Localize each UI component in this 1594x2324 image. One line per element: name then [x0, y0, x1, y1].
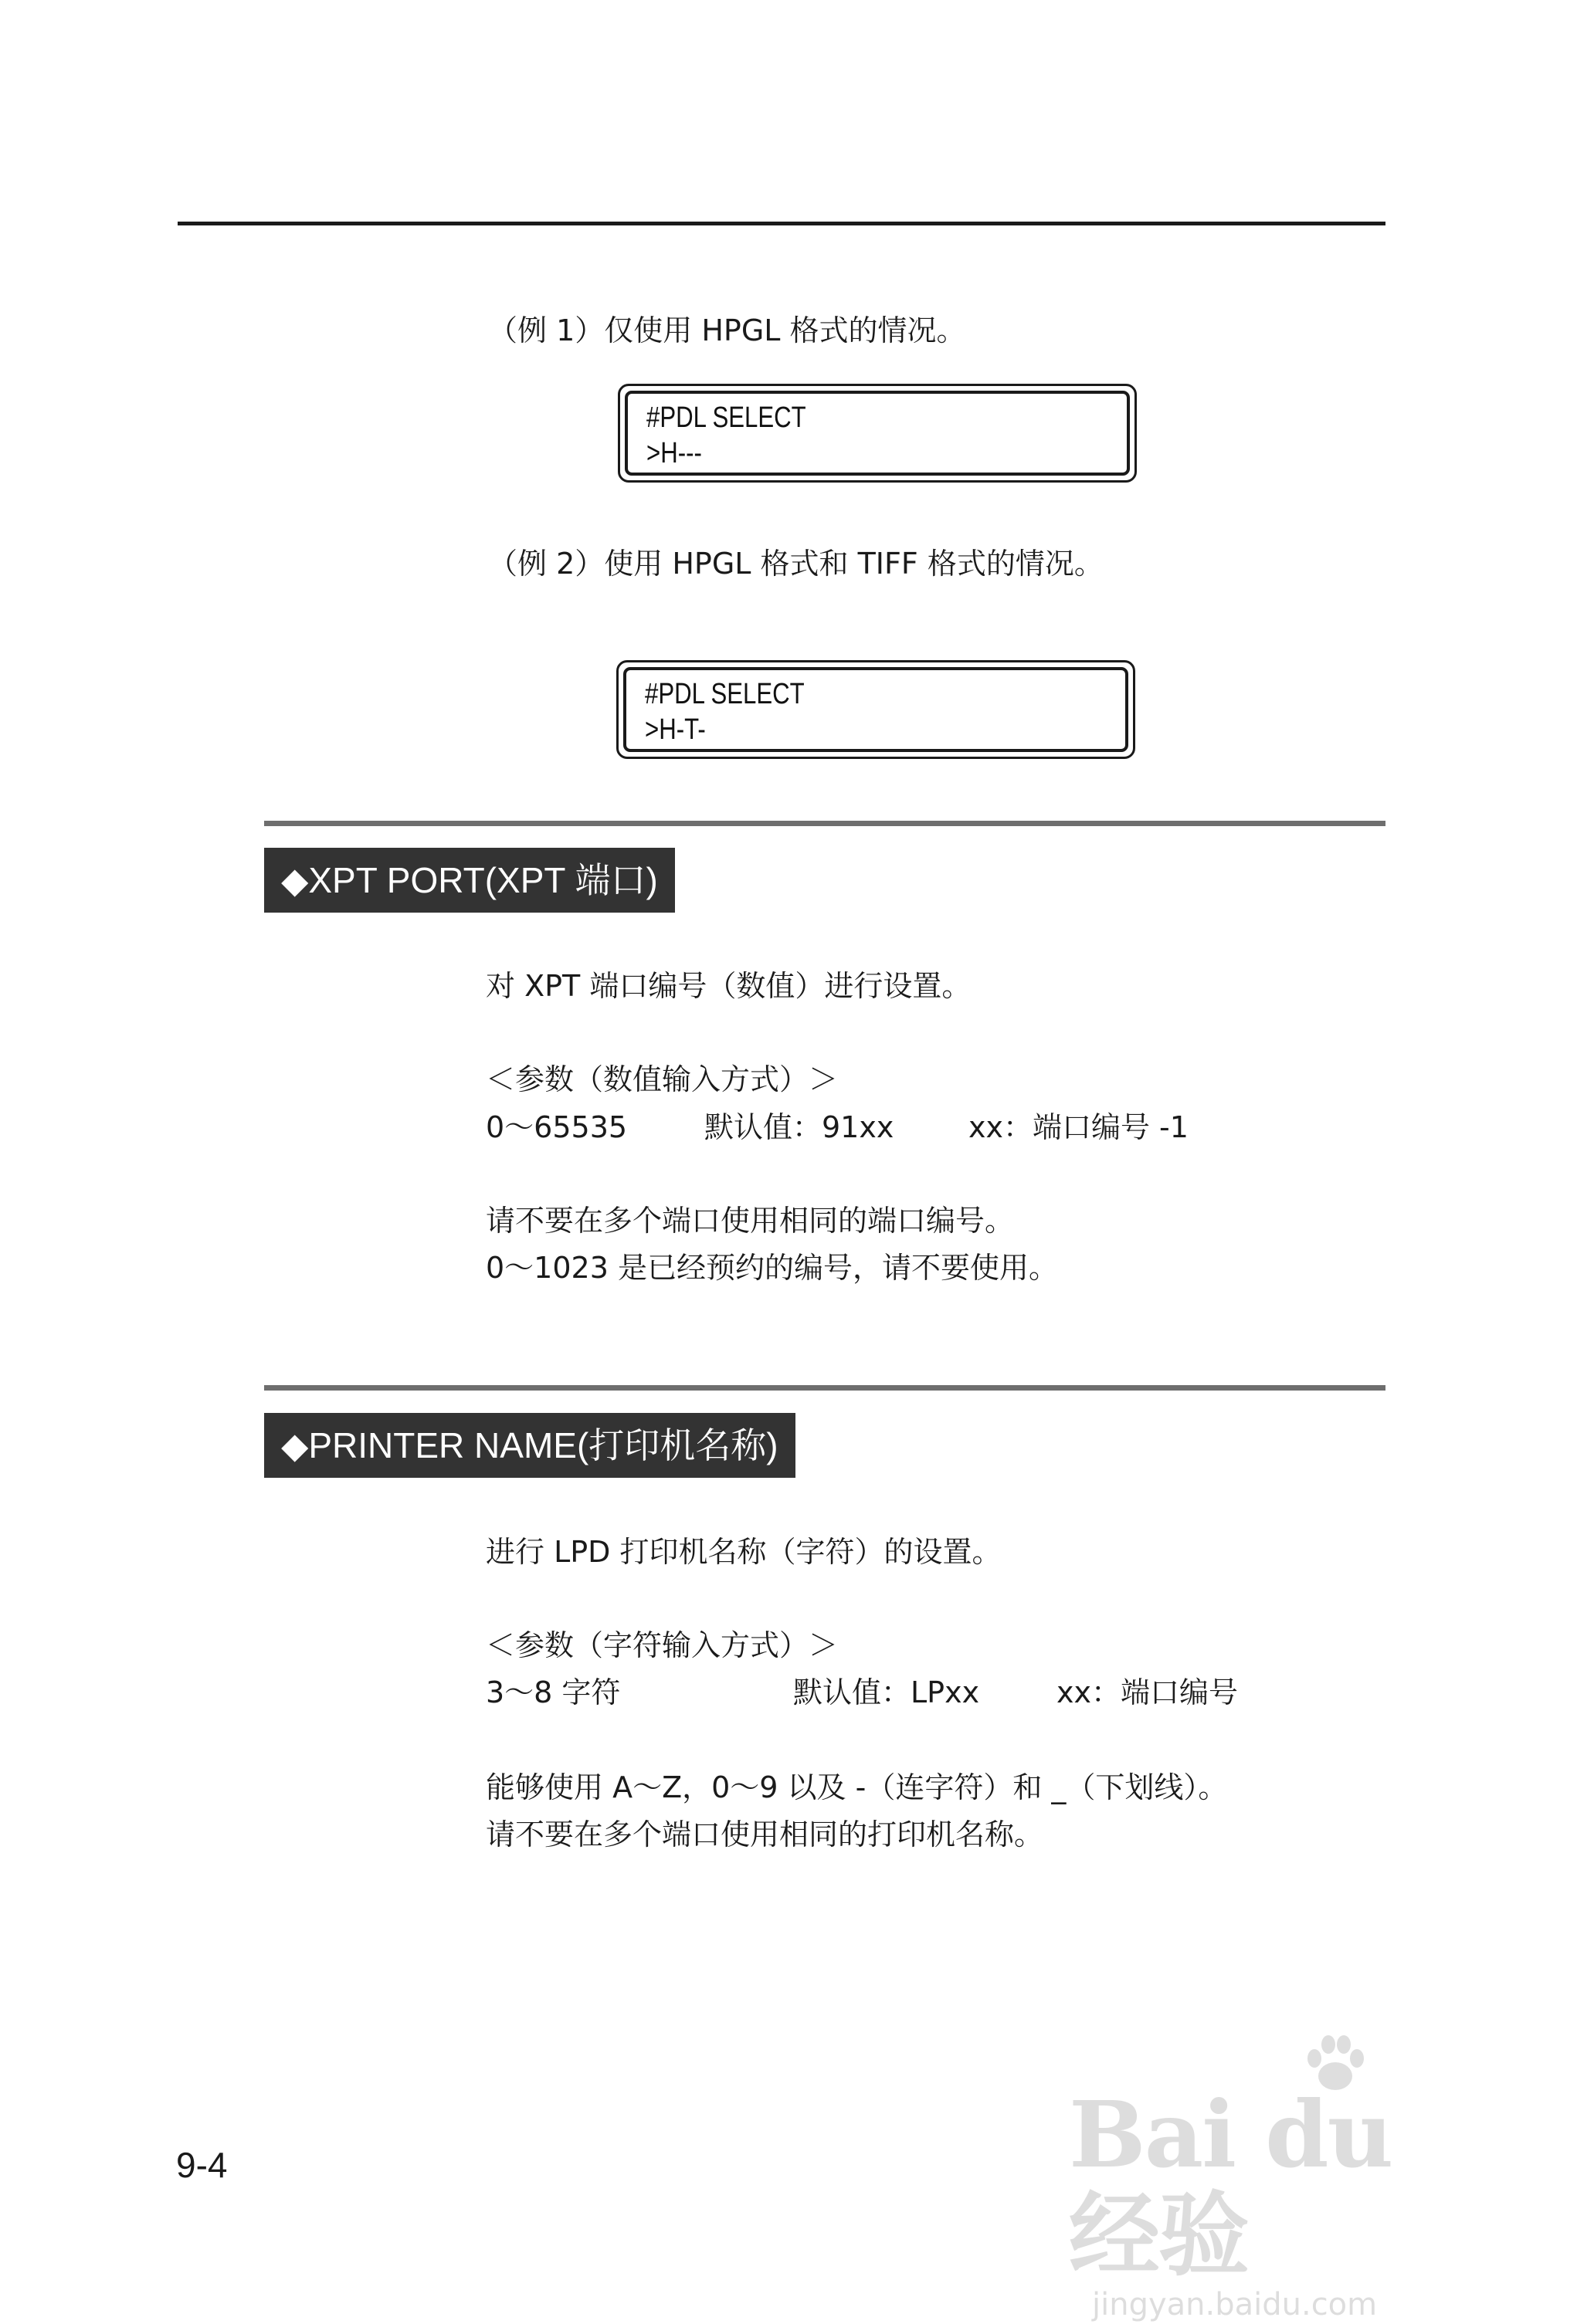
- section-heading-xpt-port: ◆XPT PORT(XPT 端口): [264, 848, 675, 913]
- lcd-display-example2: [616, 660, 1135, 759]
- baidu-watermark: [1069, 2038, 1501, 2322]
- xpt-param-default: 默认值：91xx: [704, 1110, 894, 1144]
- xpt-note1: 请不要在多个端口使用相同的端口编号。: [486, 1204, 1015, 1238]
- lcd-line1: #PDL SELECT: [646, 401, 806, 434]
- example2-caption: （例 2）使用 HPGL 格式和 TIFF 格式的情况。: [488, 547, 1104, 581]
- section-rule-printer-name: [264, 1385, 1385, 1391]
- example1-caption: （例 1）仅使用 HPGL 格式的情况。: [488, 313, 966, 347]
- lcd-line2: >H---: [646, 437, 702, 469]
- section-heading-printer-name: ◆PRINTER NAME(打印机名称): [264, 1413, 795, 1478]
- printer-description: 进行 LPD 打印机名称（字符）的设置。: [486, 1535, 1002, 1569]
- section-rule-xpt: [264, 821, 1385, 826]
- printer-param-title: ＜参数（字符输入方式）＞: [486, 1628, 839, 1662]
- xpt-note2: 0～1023 是已经预约的编号，请不要使用。: [486, 1251, 1058, 1285]
- printer-param-range: 3～8 字符: [486, 1675, 621, 1709]
- lcd-line1: #PDL SELECT: [645, 678, 805, 710]
- printer-param-note: xx：端口编号: [1056, 1675, 1238, 1709]
- printer-param-default: 默认值：LPxx: [793, 1675, 980, 1709]
- watermark-url: jingyan.baidu.com: [1092, 2287, 1378, 2322]
- paw-icon: [1301, 2034, 1370, 2095]
- xpt-description: 对 XPT 端口编号（数值）进行设置。: [486, 969, 972, 1003]
- xpt-param-note: xx：端口编号 -1: [968, 1110, 1189, 1144]
- lcd-line2: >H-T-: [645, 713, 706, 746]
- lcd-display-example1: [618, 384, 1137, 483]
- top-rule: [178, 222, 1385, 225]
- watermark-brand: Bai du 经验: [1069, 2081, 1392, 2288]
- xpt-param-range: 0～65535: [486, 1110, 628, 1144]
- xpt-param-title: ＜参数（数值输入方式）＞: [486, 1062, 839, 1096]
- printer-note2: 请不要在多个端口使用相同的打印机名称。: [486, 1818, 1044, 1851]
- page-number: 9-4: [176, 2145, 228, 2185]
- printer-note1: 能够使用 A～Z，0～9 以及 -（连字符）和 _（下划线）。: [486, 1770, 1228, 1804]
